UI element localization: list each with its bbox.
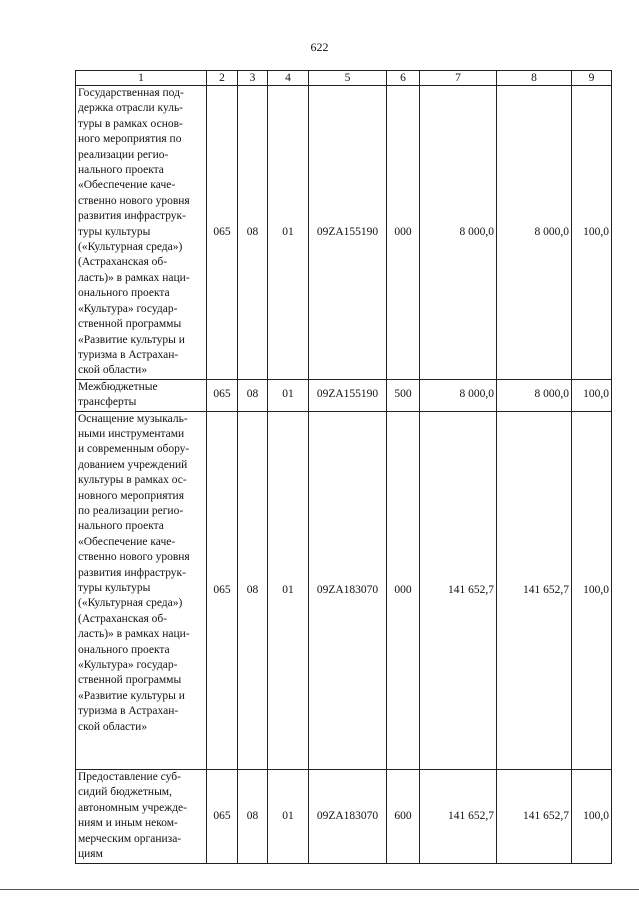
description-line: культуры в рамках ос- (78, 474, 187, 487)
description-line: туризма в Астрахан- (78, 348, 179, 361)
description-line: ласть)» в рамках наци- (78, 271, 190, 284)
header-cell-5: 5 (309, 71, 387, 86)
row-description (76, 379, 207, 411)
amount-executed-cell: 141 652,7 (497, 411, 572, 770)
description-line: «Культура» государ- (78, 659, 178, 672)
description-line: ственной программы (78, 318, 182, 331)
description-line: дованием учреждений (78, 458, 188, 471)
description-line: ного мероприятия по (78, 133, 182, 146)
header-cell-2: 2 (207, 71, 238, 86)
row-description (76, 86, 207, 380)
amount-planned-cell: 141 652,7 (420, 770, 497, 863)
expense-type-cell: 600 (387, 770, 420, 863)
description-line: держка отрасли куль- (78, 102, 184, 115)
amount-executed-cell: 141 652,7 (497, 770, 572, 863)
table-row (76, 411, 612, 770)
description-line: развития инфраструк- (78, 566, 186, 579)
target-article-cell: 09ZA155190 (309, 86, 387, 380)
header-cell-3: 3 (238, 71, 268, 86)
description-line: туры культуры (78, 582, 151, 594)
header-cell-8: 8 (497, 71, 572, 86)
expense-type-cell: 500 (387, 379, 420, 411)
description-line: автономным учрежде- (78, 801, 187, 814)
description-line: («Культурная среда») (78, 241, 183, 254)
description-line: Межбюджетные (78, 380, 158, 393)
description-line: туры в рамках основ- (78, 117, 183, 130)
description-line: онального проекта (78, 643, 170, 656)
description-line: ниям и иным неком- (78, 817, 178, 830)
amount-executed-cell: 8 000,0 (497, 86, 572, 380)
description-line: нального проекта (78, 164, 164, 177)
section-cell: 08 (238, 86, 268, 380)
expense-type-cell: 000 (387, 86, 420, 380)
budget-table (75, 70, 612, 864)
percent-cell: 100,0 (572, 411, 612, 770)
description-line: (Астраханская об- (78, 256, 168, 269)
description-line: ственно нового уровня (78, 194, 190, 207)
section-cell: 08 (238, 770, 268, 863)
amount-planned-cell: 8 000,0 (420, 86, 497, 380)
section-cell: 08 (238, 379, 268, 411)
description-line: онального проекта (78, 287, 170, 300)
description-line: ласть)» в рамках наци- (78, 628, 190, 641)
page-number: 622 (310, 40, 329, 54)
table-row (76, 770, 612, 863)
description-line: по реализации регио- (78, 504, 184, 517)
description-line: реализации регио- (78, 148, 169, 161)
description-line: («Культурная среда») (78, 597, 183, 610)
amount-executed-cell: 8 000,0 (497, 379, 572, 411)
description-line: Оснащение музыкаль- (78, 412, 188, 425)
description-line: новного мероприятия (78, 489, 184, 502)
section-cell: 08 (238, 411, 268, 770)
description-line: «Обеспечение каче- (78, 179, 176, 192)
row-description (76, 770, 207, 863)
header-cell-4: 4 (268, 71, 309, 86)
header-row (76, 71, 612, 86)
amount-planned-cell: 141 652,7 (420, 411, 497, 770)
admin-code-cell: 065 (207, 86, 238, 380)
description-line: ными инструментами (78, 427, 185, 440)
description-line: мерческим организа- (78, 832, 182, 845)
subsection-cell: 01 (268, 86, 309, 380)
description-line: ской области» (78, 720, 148, 733)
description-line: «Развитие культуры и (78, 689, 185, 702)
header-cell-6: 6 (387, 71, 420, 86)
target-article-cell: 09ZA155190 (309, 379, 387, 411)
description-line: сидий бюджетным, (78, 786, 172, 799)
percent-cell: 100,0 (572, 86, 612, 380)
description-line: Государственная под- (78, 87, 184, 99)
percent-cell: 100,0 (572, 379, 612, 411)
description-line: «Культура» государ- (78, 302, 178, 315)
description-line: циям (78, 848, 103, 861)
description-line: ственной программы (78, 674, 182, 687)
table-row (76, 86, 612, 380)
description-line: (Астраханская об- (78, 612, 168, 625)
description-line: «Обеспечение каче- (78, 535, 176, 548)
description-line: ственно нового уровня (78, 551, 190, 564)
table-row (76, 379, 612, 411)
page-bottom-rule (0, 889, 639, 890)
description-line: Предоставление суб- (78, 771, 181, 784)
header-cell-7: 7 (420, 71, 497, 86)
description-line: ской области» (78, 364, 148, 377)
admin-code-cell: 065 (207, 411, 238, 770)
subsection-cell: 01 (268, 379, 309, 411)
description-line: развития инфраструк- (78, 210, 186, 223)
description-line: «Развитие культуры и (78, 333, 185, 346)
admin-code-cell: 065 (207, 379, 238, 411)
description-line: трансферты (78, 396, 137, 409)
header-cell-1: 1 (76, 71, 207, 86)
description-line: туризма в Астрахан- (78, 705, 179, 718)
admin-code-cell: 065 (207, 770, 238, 863)
expense-type-cell: 000 (387, 411, 420, 770)
description-line: нального проекта (78, 520, 164, 533)
description-line: и современным обору- (78, 443, 190, 456)
percent-cell: 100,0 (572, 770, 612, 863)
target-article-cell: 09ZA183070 (309, 770, 387, 863)
target-article-cell: 09ZA183070 (309, 411, 387, 770)
amount-planned-cell: 8 000,0 (420, 379, 497, 411)
subsection-cell: 01 (268, 411, 309, 770)
header-cell-9: 9 (572, 71, 612, 86)
subsection-cell: 01 (268, 770, 309, 863)
row-description (76, 411, 207, 770)
description-line: туры культуры (78, 225, 151, 238)
